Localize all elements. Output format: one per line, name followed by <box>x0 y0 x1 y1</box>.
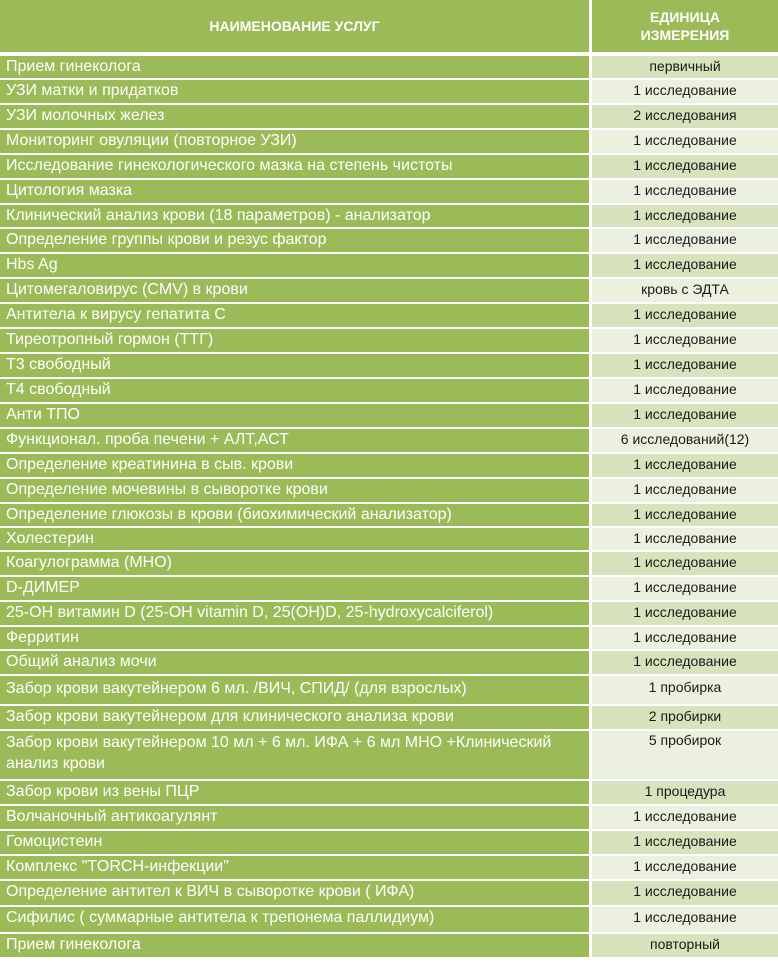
unit-cell: 1 исследование <box>592 205 778 229</box>
unit-cell: 1 исследование <box>592 856 778 881</box>
service-name-cell: Комплекс "TORCH-инфекции" <box>0 856 592 881</box>
unit-cell: 1 исследование <box>592 602 778 627</box>
service-name-cell: Общий анализ мочи <box>0 651 592 676</box>
unit-cell: 1 исследование <box>592 229 778 254</box>
service-name-cell: Цитомегаловирус (CMV) в крови <box>0 279 592 304</box>
service-name-cell: Холестерин <box>0 528 592 552</box>
service-name-cell: Гомоцистеин <box>0 831 592 856</box>
unit-cell: 2 пробирки <box>592 706 778 731</box>
unit-cell: 1 исследование <box>592 651 778 676</box>
service-name-cell: Исследование гинекологического мазка на степень чистоты <box>0 155 592 180</box>
service-name-cell: Мониторинг овуляции (повторное УЗИ) <box>0 130 592 155</box>
service-name-cell: Т4 свободный <box>0 379 592 404</box>
unit-cell: 1 исследование <box>592 80 778 105</box>
service-name-cell: Определение группы крови и резус фактор <box>0 229 592 254</box>
unit-cell: 1 исследование <box>592 254 778 279</box>
service-name-cell: Забор крови вакутейнером 10 мл + 6 мл. ИФА + 6 мл МНО +Клинический анализ крови <box>0 731 592 781</box>
unit-cell: 1 исследование <box>592 627 778 651</box>
service-name-cell: Hbs Ag <box>0 254 592 279</box>
service-name-cell: Т3 свободный <box>0 354 592 379</box>
unit-cell: 1 пробирка <box>592 676 778 706</box>
service-name-cell: D-ДИМЕР <box>0 577 592 602</box>
unit-cell: 6 исследований(12) <box>592 429 778 454</box>
header-service-name: НАИМЕНОВАНИЕ УСЛУГ <box>0 0 592 52</box>
unit-cell: 1 исследование <box>592 831 778 856</box>
unit-cell: 1 исследование <box>592 180 778 205</box>
unit-cell: 1 исследование <box>592 354 778 379</box>
unit-cell: 5 пробирок <box>592 731 778 781</box>
service-name-cell: Прием гинеколога <box>0 934 592 959</box>
unit-cell: 1 исследование <box>592 907 778 934</box>
service-name-cell: Забор крови вакутейнером 6 мл. /ВИЧ, СПИД/ (для взрослых) <box>0 676 592 706</box>
service-name-cell: Забор крови из вены ПЦР <box>0 781 592 806</box>
service-name-cell: Определение глюкозы в крови (биохимический анализатор) <box>0 504 592 528</box>
unit-cell: 1 исследование <box>592 479 778 504</box>
service-name-cell: Сифилис ( суммарные антитела к трепонема паллидиум) <box>0 907 592 934</box>
unit-cell: 1 исследование <box>592 404 778 429</box>
service-name-cell: Прием гинеколога <box>0 56 592 80</box>
unit-cell: кровь с ЭДТА <box>592 279 778 304</box>
service-name-cell: УЗИ молочных желез <box>0 105 592 130</box>
service-name-cell: Определение мочевины в сыворотке крови <box>0 479 592 504</box>
service-name-cell: Определение антител к ВИЧ в сыворотке крови ( ИФА) <box>0 881 592 907</box>
unit-cell: 1 исследование <box>592 304 778 329</box>
unit-cell: 1 исследование <box>592 806 778 831</box>
unit-cell: 1 исследование <box>592 504 778 528</box>
unit-cell: 1 исследование <box>592 552 778 577</box>
service-name-cell: Коагулограмма (МНО) <box>0 552 592 577</box>
unit-cell: 1 процедура <box>592 781 778 806</box>
header-unit: ЕДИНИЦА ИЗМЕРЕНИЯ <box>592 0 778 52</box>
service-name-cell: Клинический анализ крови (18 параметров) - анализатор <box>0 205 592 229</box>
unit-cell: 1 исследование <box>592 329 778 354</box>
service-name-cell: Ферритин <box>0 627 592 651</box>
unit-cell: 1 исследование <box>592 379 778 404</box>
unit-cell: первичный <box>592 56 778 80</box>
service-name-cell: 25-OH витамин D (25-OH vitamin D, 25(OH)D, 25-hydroxycalciferol) <box>0 602 592 627</box>
service-name-cell: Цитология мазка <box>0 180 592 205</box>
unit-cell: 1 исследование <box>592 528 778 552</box>
unit-cell: 1 исследование <box>592 454 778 479</box>
unit-cell: повторный <box>592 934 778 959</box>
service-name-cell: Антитела к вирусу гепатита С <box>0 304 592 329</box>
service-name-cell: Волчаночный антикоагулянт <box>0 806 592 831</box>
unit-cell: 2 исследования <box>592 105 778 130</box>
service-name-cell: Забор крови вакутейнером для клинического анализа крови <box>0 706 592 731</box>
service-name-cell: Тиреотропный гормон (ТТГ) <box>0 329 592 354</box>
unit-cell: 1 исследование <box>592 130 778 155</box>
service-name-cell: УЗИ матки и придатков <box>0 80 592 105</box>
unit-cell: 1 исследование <box>592 577 778 602</box>
service-name-cell: Определение креатинина в сыв. крови <box>0 454 592 479</box>
service-name-cell: Функционал. проба печени + АЛТ,АСТ <box>0 429 592 454</box>
unit-cell: 1 исследование <box>592 155 778 180</box>
service-name-cell: Анти ТПО <box>0 404 592 429</box>
unit-cell: 1 исследование <box>592 881 778 907</box>
